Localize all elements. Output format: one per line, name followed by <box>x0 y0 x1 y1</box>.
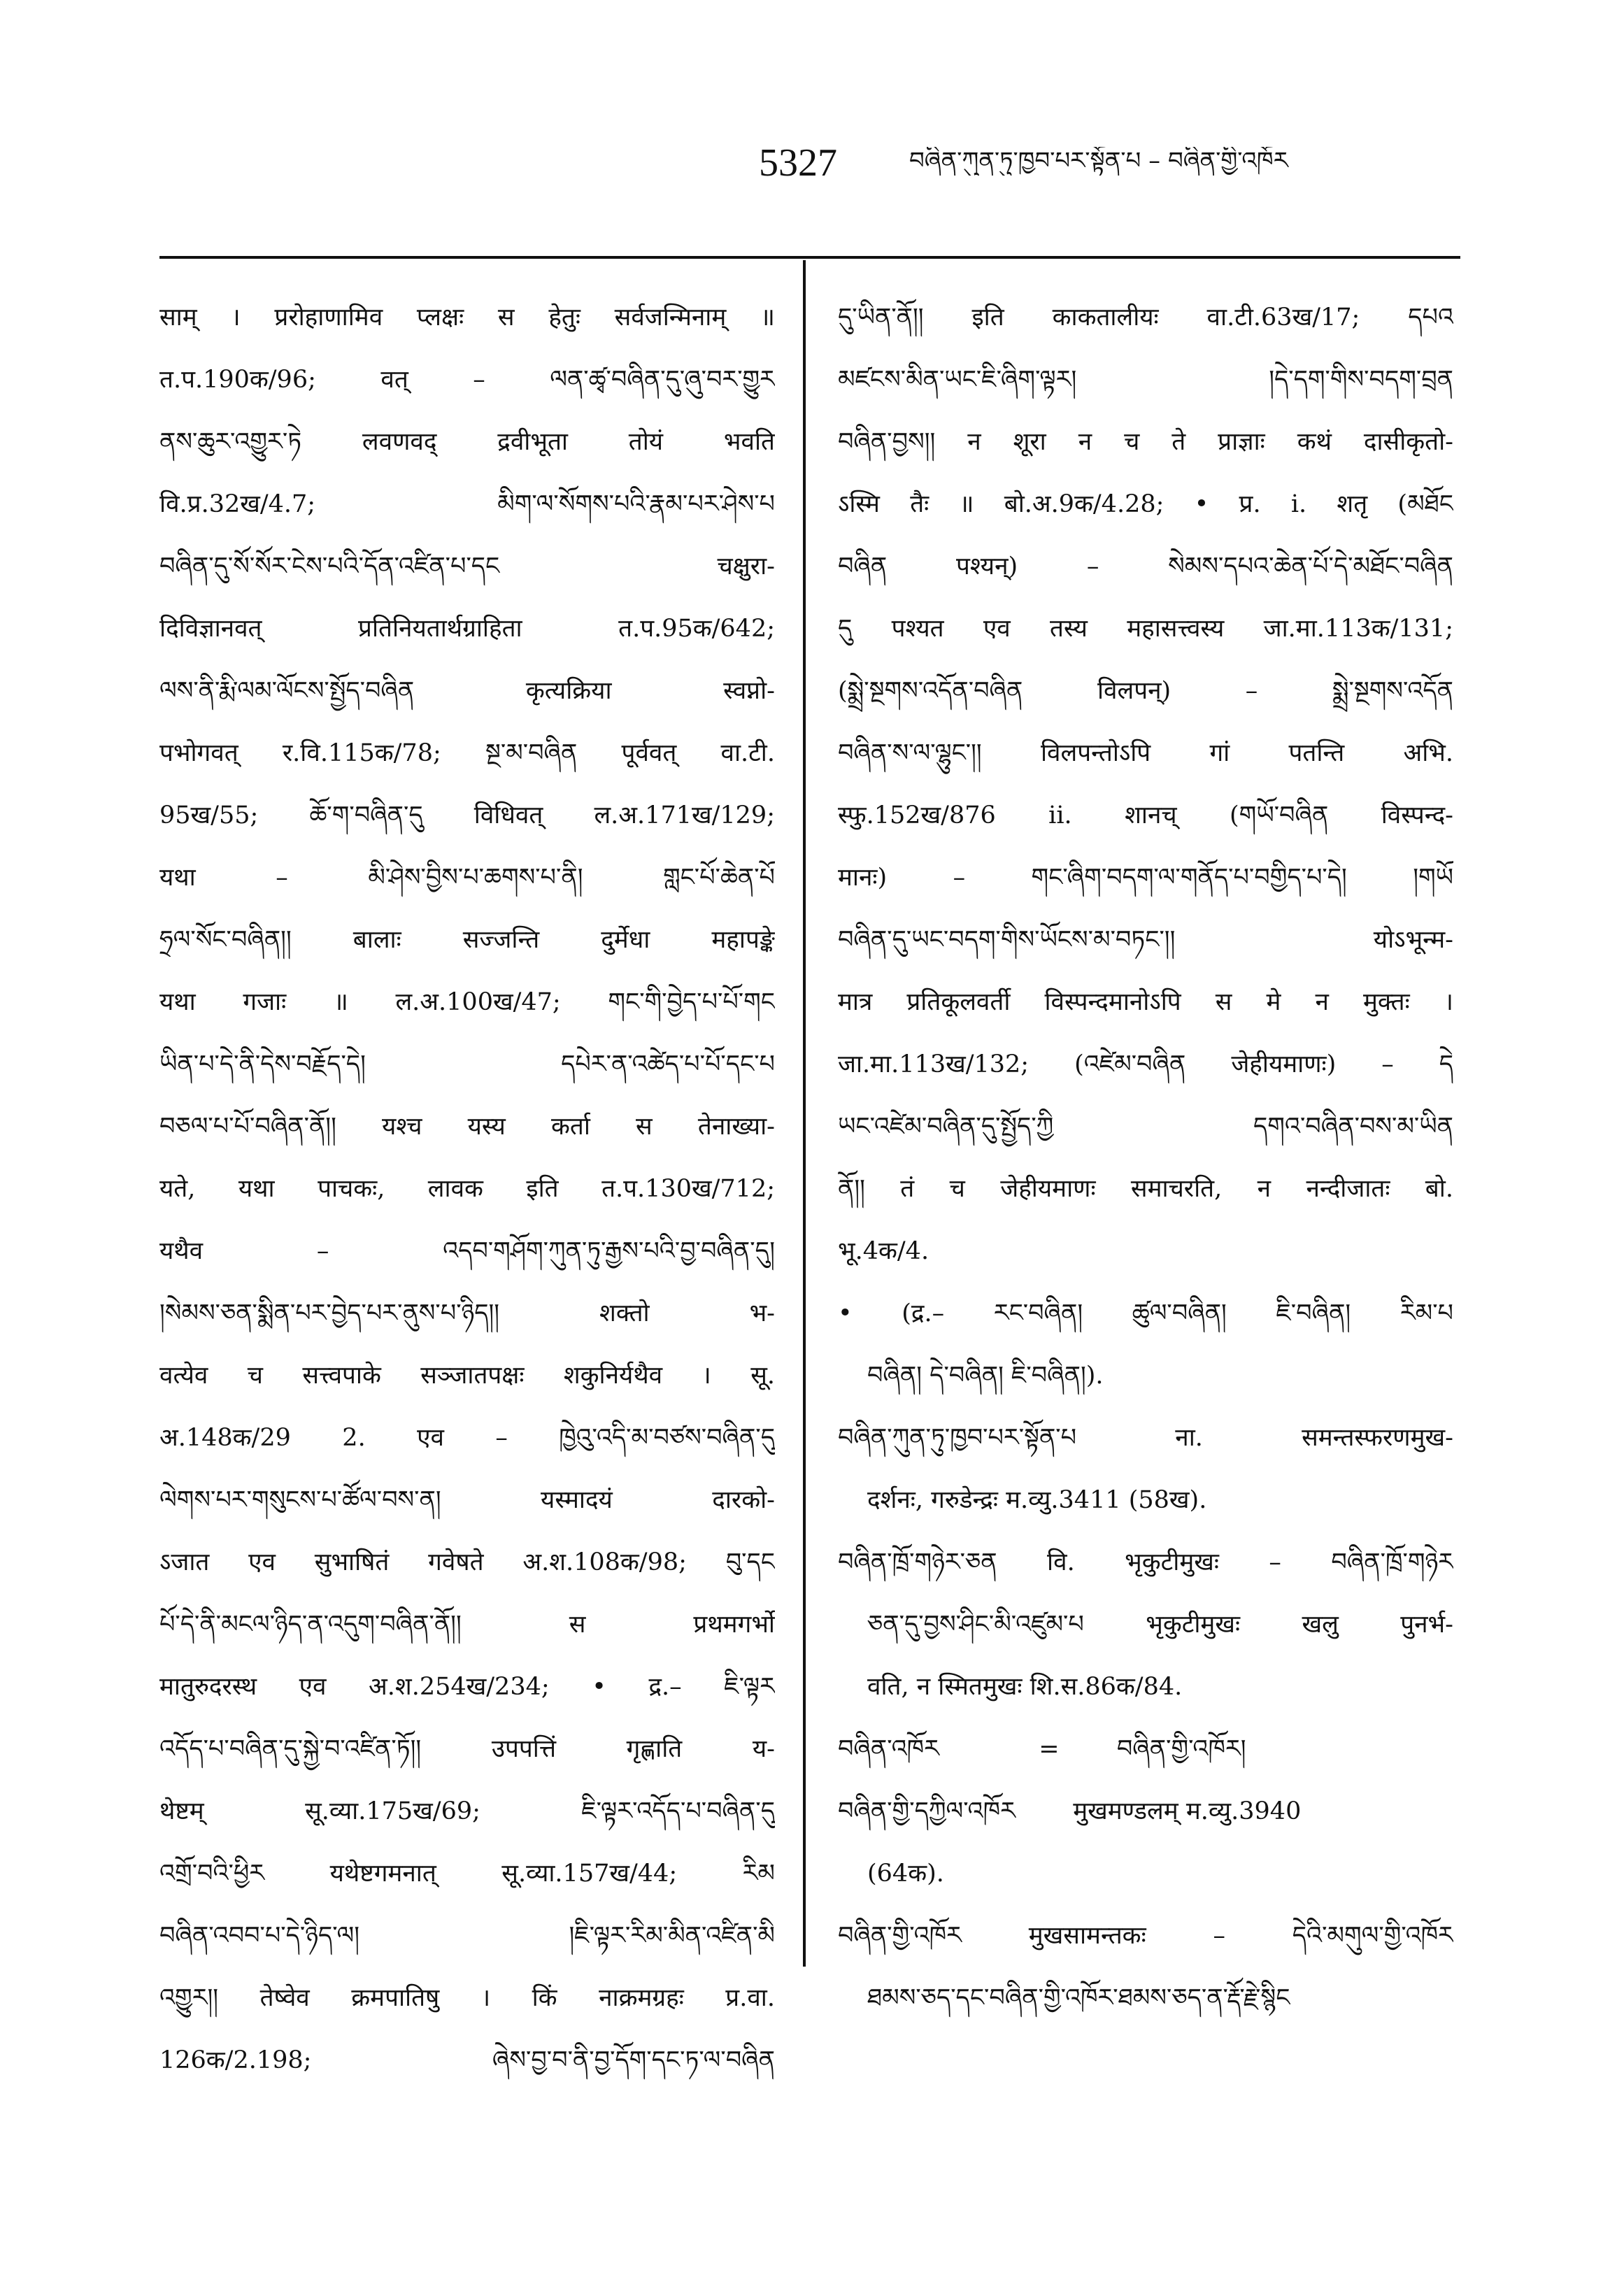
right-line: མཛངས་མིན་ཡང་ཇི་ཞིག་ལྟར། །དེ་དག་གིས་བདག་བྲན <box>838 366 1453 394</box>
left-line: བཅལ་པ་པོ་བཞིན་ནོ།། यश्च यस्य कर्ता स तेनाख्या- <box>159 1113 775 1141</box>
left-line: पभोगवत् र.वि.115क/78; སྔ་མ་བཞིན पूर्ववत् वा.टी. <box>159 739 775 767</box>
right-line: भू.4क/4. <box>838 1237 929 1265</box>
entry-line: ཅན་དུ་བྱས་ཤིང་མི་འཛུམ་པ भृकुटीमुखः खलु पुनर्भ- <box>867 1611 1453 1639</box>
left-line: वत्येव च सत्त्वपाके सञ्जातपक्षः शकुनिर्यथैव । सू. <box>159 1362 775 1390</box>
right-line: ནོ།། तं च जेहीयमाणः समाचरति, न नन्दीजातः बो. <box>838 1175 1453 1203</box>
left-line: ཧྲལ་སོང་བཞིན།། बालाः सज्जन्ति दुर्मेधा महापङ्के <box>159 926 775 954</box>
left-line: འགྱུར།། तेष्वेव क्रमपातिषु । किं नाक्रमग्रहः प्र.वा. <box>159 1984 775 2012</box>
entry-line: वति, न स्मितमुखः शि.स.86क/84. <box>867 1673 1183 1701</box>
dictionary-entry <box>838 1718 1453 1781</box>
left-line: ལེགས་པར་གསུངས་པ་ཚོལ་བས་ན། यस्मादयं दारको- <box>159 1486 775 1514</box>
left-line: मातुरुदरस्थ एव अ.श.254ख/234; • द्र.– ཇི་ལྟར <box>159 1673 775 1701</box>
left-line: བཞིན་དུ་སོ་སོར་ངེས་པའི་དོན་འཛིན་པ་དང चक्षुरा- <box>159 552 775 580</box>
entry-line: दर्शनः, गरुडेन्द्रः म.व्यु.3411 (58ख). <box>867 1486 1207 1514</box>
header-rule <box>159 256 1460 259</box>
right-line: (སྨྲེ་སྔགས་འདོན་བཞིན विलपन्) – སྨྲེ་སྔགས་འདོན <box>838 677 1453 705</box>
left-line: འགྲོ་བའི་ཕྱིར यथेष्टगमनात् सू.व्या.157ख/44; རིམ <box>159 1860 775 1888</box>
right-line: स्फु.152ख/876 ii. शानच् (གཡོ་བཞིན विस्पन्द- <box>838 801 1453 829</box>
right-line: བཞིན་བྱས།། न शूरा न च ते प्राज्ञाः कथं दासीकृतो- <box>838 428 1453 456</box>
right-column <box>838 287 1453 2030</box>
left-line: अ.148क/29 2. एव – ཁྱེའུ་འདི་མ་བཙས་བཞིན་དུ <box>159 1424 775 1452</box>
right-line: བཞིན་ས་ལ་ལྷུང་།། विलपन्तोऽपि गां पतन्ति अभि. <box>838 739 1453 767</box>
left-line: दिविज्ञानवत् प्रतिनियतार्थग्राहिता त.प.95क/642; <box>159 615 775 643</box>
right-line: བཞིན पश्यन्) – སེམས་དཔའ་ཆེན་པོ་དེ་མཐོང་བཞིན <box>838 552 1453 580</box>
right-line: བཞིན། དེ་བཞིན། ཇི་བཞིན།). <box>867 1362 1104 1390</box>
entry-headword: བཞིན་འཁོར <box>838 1735 939 1763</box>
running-title: བཞིན་ཀུན་ཏུ་ཁྱབ་པར་སྟོན་པ – བཞིན་གྱི་འཁོར <box>909 147 1288 175</box>
entry-continuation <box>838 287 1453 1407</box>
left-line: थेष्टम् सू.व्या.175ख/69; ཇི་ལྟར་འདོད་པ་བཞིན་དུ <box>159 1797 775 1825</box>
entry-headword: བཞིན་གྱི་དཀྱིལ་འཁོར <box>838 1797 1016 1825</box>
entry-headline <box>838 1718 1453 1781</box>
right-line: जा.मा.113ख/132; (འཛེམ་བཞིན जेहीयमाणः) – དེ <box>838 1050 1453 1078</box>
right-line: मानः) – གང་ཞིག་བདག་ལ་གནོད་པ་བགྱིད་པ་དེ། །གཡོ <box>838 864 1453 892</box>
entry-line: ཐམས་ཅད་དང་བཞིན་གྱི་འཁོར་ཐམས་ཅད་ན་རྡོ་རྗེ་སྙིང <box>867 1984 1290 2012</box>
right-line: དུ་ཡིན་ནོ།། इति काकतालीयः वा.टी.63ख/17; དཔའ <box>838 304 1453 331</box>
dictionary-entry <box>838 1532 1453 1718</box>
right-line: • (द्र.– རང་བཞིན། ཚུལ་བཞིན། ཇི་བཞིན། རིམ་པ <box>838 1299 1453 1327</box>
left-line: यथा – མི་ཤེས་བྱིས་པ་ཆགས་པ་ནི། གླང་པོ་ཆེན་པོ <box>159 864 775 892</box>
right-line: ཡང་འཛེམ་བཞིན་དུ་སྤྱོད་ཀྱི དགའ་བཞིན་བས་མ་ཡིན <box>838 1113 1453 1141</box>
left-line: ཡིན་པ་དེ་ནི་དེས་བརྗོད་དེ། དཔེར་ན་འཚེད་པ་པོ་དང་པ <box>159 1050 775 1078</box>
dictionary-entry <box>838 1781 1453 1905</box>
left-line: यते, यथा पाचकः, लावक इति त.प.130ख/712; <box>159 1175 775 1203</box>
entry-headline <box>838 1781 1453 1843</box>
right-line: मात्र प्रतिकूलवर्ती विस्पन्दमानोऽपि स मे न मुक्तः । <box>838 988 1453 1016</box>
left-line: 95ख/55; ཆོ་ག་བཞིན་དུ विधिवत् ल.अ.171ख/129; <box>159 801 775 829</box>
equals-sign: = <box>1039 1735 1060 1763</box>
left-line: ऽजात एव सुभाषितं गवेषते अ.श.108क/98; བུ་དང <box>159 1548 775 1576</box>
left-line: ནས་ཆུར་འགྱུར་ཏེ लवणवद् द्रवीभूता तोयं भवति <box>159 428 775 456</box>
right-line: ऽस्मि तैः ॥ बो.अ.9क/4.28; • प्र. i. शतृ (མཐོང <box>838 490 1453 518</box>
left-line: यथा गजाः ॥ ल.अ.100ख/47; གང་གི་བྱེད་པ་པོ་གང <box>159 988 775 1016</box>
entry-headline: བཞིན་གྱི་འཁོར मुखसामन्तकः – དེའི་མགུལ་གྱི་འཁོར <box>838 1922 1453 1950</box>
entry-headline: བཞིན་ཁྲོ་གཉེར་ཅན वि. भृकुटीमुखः – བཞིན་ཁྲོ་གཉེར <box>838 1548 1453 1576</box>
left-line: པོ་དེ་ནི་མངལ་ཉིད་ན་འདུག་བཞིན་ནོ།། स प्रथमगर्भो <box>159 1611 775 1639</box>
entry-gloss: मुखमण्डलम् म.व्यु.3940 <box>1073 1797 1302 1825</box>
left-line: འདོད་པ་བཞིན་དུ་སྐྱེ་བ་འཛིན་ཏོ།། उपपत्तिं गृह्णाति य- <box>159 1735 775 1763</box>
entry-headline: བཞིན་ཀུན་ཏུ་ཁྱབ་པར་སྟོན་པ ना. समन्तस्फरणमुख- <box>838 1424 1453 1452</box>
entry-reference: (64क). <box>867 1860 944 1888</box>
dictionary-entry <box>838 1407 1453 1532</box>
column-divider <box>803 260 806 1967</box>
page-number: 5327 <box>759 141 837 185</box>
right-line: བཞིན་དུ་ཡང་བདག་གིས་ཡོངས་མ་བཏང་།། योऽभून्म- <box>838 926 1453 954</box>
left-line: त.प.190क/96; वत् – ལན་ཚྭ་བཞིན་དུ་ཞུ་བར་གྱུར <box>159 366 775 394</box>
left-line: 126क/2.198; ཞེས་བྱ་བ་ནི་བྱ་དོག་དང་ཏ་ལ་བཞིན <box>159 2046 775 2074</box>
right-line: དུ पश्यत एव तस्य महासत्त्वस्य जा.मा.113क/131; <box>838 615 1453 643</box>
left-line: वि.प्र.32ख/4.7; མིག་ལ་སོགས་པའི་རྣམ་པར་ཤེས་པ <box>159 490 775 518</box>
cross-reference: བཞིན་གྱི་འཁོར། <box>1116 1735 1246 1763</box>
left-line: यथैव – འདབ་གཤོག་ཀུན་ཏུ་རྒྱས་པའི་བྱ་བཞིན་དུ། <box>159 1237 775 1265</box>
left-line: །སེམས་ཅན་སྨིན་པར་བྱེད་པར་ནུས་པ་ཉིད།། शक्तो भ- <box>159 1299 775 1327</box>
left-column <box>159 287 775 2092</box>
left-line: བཞིན་འབབ་པ་དེ་ཉིད་ལ། །ཇི་ལྟར་རིམ་མིན་འཛིན་མི <box>159 1922 775 1950</box>
dictionary-entry <box>838 1905 1453 2030</box>
left-line: ལས་ནི་རྨི་ལམ་ལོངས་སྤྱོད་བཞིན कृत्यक्रिया स्वप्नो- <box>159 677 775 705</box>
left-line: साम् । प्ररोहाणामिव प्लक्षः स हेतुः सर्वजन्मिनाम् ॥ <box>159 304 775 331</box>
